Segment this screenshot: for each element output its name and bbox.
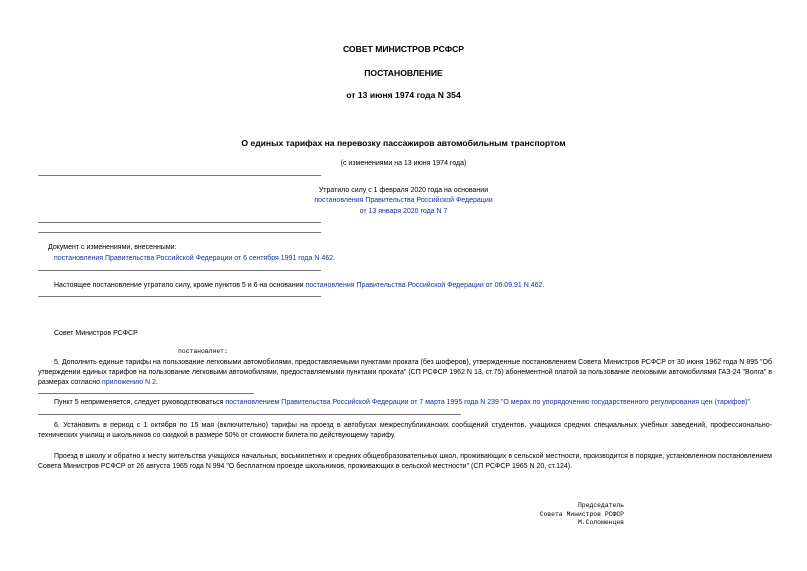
status-link-2[interactable]: от 13 января 2020 года N 7	[359, 208, 448, 215]
paragraph-5-note	[54, 399, 750, 406]
signature-role: Председатель	[577, 502, 624, 509]
doc-org: СОВЕТ МИНИСТРОВ РСФСР	[342, 44, 465, 54]
doc-title: О единых тарифах на перевозку пассажиров автомобильным транспортом	[241, 138, 566, 148]
status-link-1[interactable]: постановления Правительства Российской Федерации	[314, 197, 493, 204]
divider	[38, 175, 321, 176]
paragraph-5	[38, 358, 772, 388]
amendments-link[interactable]: постановления Правительства Российской Федерации от 6 сентября 1991 года N 462.	[54, 255, 335, 262]
divider	[38, 296, 321, 297]
changes-note: (с изменениями на 13 июня 1974 года)	[340, 160, 467, 167]
partial-repeal-link[interactable]: постановления Правительства Российской Федерации от 06.09.91 N 462.	[305, 282, 545, 289]
signature-body: Совета Министров РСФСР	[539, 510, 624, 518]
divider	[38, 232, 321, 233]
decree-word: постановляет:	[178, 348, 228, 355]
paragraph-5-end: .	[155, 379, 158, 386]
paragraph-5-text: 5. Дополнить единые тарифы на пользование легковыми автомобилями, предоставляемыми пунктами проката (без шоферов), утвержденные постановлением Совета Министров РСФСР от 30 июня 1962 года N 895 "Об утверждении единых тарифов на пользование легковыми автомобилями, предоставляемыми пунктами проката" (СП РСФСР 1962 N 13, ст.75) абонементной платой за пользование легковыми автомобилями ГАЗ-24 "Волга" в размерах согласно	[38, 359, 772, 386]
issuer: Совет Министров РСФСР	[54, 330, 138, 337]
paragraph-7: Проезд в школу и обратно к месту жительства учащихся начальных, восьмилетних и средних общеобразовательных школ, проживающих в сельской местности, производится в порядке, установленном постановлением Совета Министров РСФСР от 26 августа 1965 года N 994 "О бесплатном проезде школьников, проживающих в сельской местности" (СП РСФСР 1965 N 20, ст.124).	[38, 453, 772, 470]
amendments-label: Документ с изменениями, внесенными:	[48, 244, 177, 251]
divider	[38, 270, 321, 271]
divider	[38, 222, 321, 223]
appendix-2-link[interactable]: приложению N 2	[101, 379, 156, 386]
status-line: Утратило силу с 1 февраля 2020 года на основании	[318, 187, 489, 194]
divider	[38, 393, 254, 394]
paragraph-6: 6. Установить в период с 1 октября по 15 мая (включительно) тарифы на проезд в автобусах межреспубликанских сообщений студентов, учащихся средних специальных учебных заведений, профессионально-технических училищ и школьников со скидкой в размере 50% от стоимости билета по действующему тарифу.	[38, 422, 772, 439]
signature-name: М.Соломенцев	[577, 519, 624, 526]
signature-block	[500, 502, 624, 528]
partial-repeal-note	[54, 282, 544, 289]
divider	[38, 414, 461, 415]
paragraph-5-note-link[interactable]: постановлением Правительства Российской Федерации от 7 марта 1995 года N 239 "О мерах по упорядочению государственного регулирования цен (тарифов)"	[225, 399, 750, 406]
partial-repeal-text: Настоящее постановление утратило силу, кроме пунктов 5 и 6 на основании	[54, 282, 306, 289]
doc-date-number: от 13 июня 1974 года N 354	[346, 90, 461, 100]
paragraph-5-note-text: Пункт 5 неприменяется, следует руководствоваться	[54, 399, 226, 406]
doc-type: ПОСТАНОВЛЕНИЕ	[364, 68, 443, 78]
